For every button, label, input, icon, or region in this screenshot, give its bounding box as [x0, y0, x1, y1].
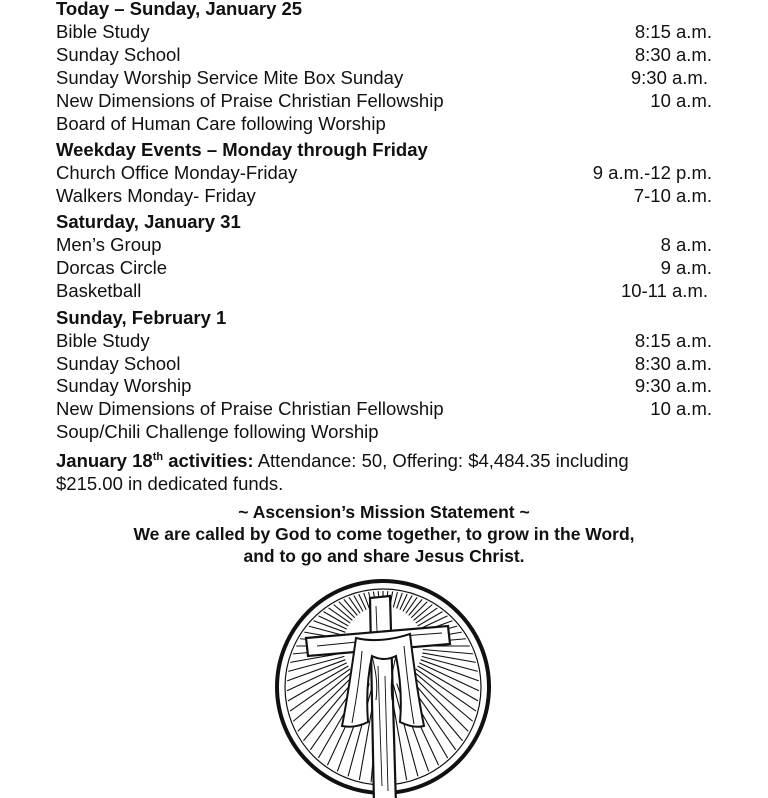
activities-summary: [56, 449, 716, 495]
event-time: 10-11 a.m.: [620, 280, 708, 301]
event-name: Sunday School: [56, 353, 181, 374]
event-name: Walkers Monday- Friday: [56, 185, 256, 206]
heading-text: Sunday, February 1: [56, 307, 227, 328]
event-time: 8 a.m.: [660, 234, 712, 255]
mission-line-1: We are called by God to come together, to grow in the Word,: [133, 524, 635, 544]
activities-lead: [56, 450, 254, 471]
schedule-item: [56, 374, 712, 397]
event-name: Soup/Chili Challenge following Worship: [56, 421, 379, 442]
event-name: Board of Human Care following Worship: [56, 113, 386, 134]
activities-date: January 18: [56, 450, 153, 471]
schedule-item: [56, 20, 712, 43]
event-time: 9:30 a.m.: [630, 67, 708, 88]
event-time: 10 a.m.: [650, 398, 712, 419]
schedule-item: [56, 256, 712, 279]
event-name: New Dimensions of Praise Christian Fellowship: [56, 398, 444, 419]
event-name: Sunday School: [56, 44, 181, 65]
event-time: 8:30 a.m.: [634, 353, 712, 374]
schedule-item: [56, 184, 712, 207]
event-name: Sunday Worship: [56, 375, 192, 396]
section-heading: [56, 210, 712, 233]
event-time: 8:15 a.m.: [634, 330, 712, 351]
event-time: 9 a.m.-12 p.m.: [592, 162, 712, 183]
event-name: Men’s Group: [56, 234, 162, 255]
activities-text-line2: $215.00 in dedicated funds.: [56, 473, 284, 494]
schedule-item: [56, 89, 712, 112]
event-time: 7-10 a.m.: [633, 185, 712, 206]
activities-label: activities:: [163, 450, 254, 471]
schedule-item: [56, 397, 712, 420]
heading-text: Weekday Events – Monday through Friday: [56, 139, 428, 160]
event-name: New Dimensions of Praise Christian Fellowship: [56, 90, 444, 111]
schedule-item: [56, 420, 712, 443]
mission-title: ~ Ascension’s Mission Statement ~: [238, 502, 530, 522]
section-heading: [56, 138, 712, 161]
event-time: 9 a.m.: [660, 257, 712, 278]
section-heading: [56, 0, 712, 20]
event-name: Bible Study: [56, 21, 150, 42]
schedule-item: [56, 66, 712, 89]
schedule-item: [56, 161, 712, 184]
mission-line-2: and to go and share Jesus Christ.: [243, 546, 525, 566]
ordinal-suffix: th: [152, 450, 164, 463]
schedule-item: [56, 112, 712, 135]
event-name: Dorcas Circle: [56, 257, 168, 278]
event-time: 9:30 a.m.: [634, 375, 712, 396]
activities-text-line1: Attendance: 50, Offering: $4,484.35 including: [253, 450, 629, 471]
event-time: 10 a.m.: [650, 90, 712, 111]
schedule-item: [56, 279, 712, 302]
schedule-item: [56, 43, 712, 66]
schedule-item: [56, 352, 712, 375]
event-time: 8:30 a.m.: [634, 44, 712, 65]
schedule-item: [56, 233, 712, 256]
event-time: 8:15 a.m.: [634, 21, 712, 42]
event-name: Church Office Monday-Friday: [56, 162, 298, 183]
event-name: Bible Study: [56, 330, 150, 351]
event-name: Sunday Worship Service Mite Box Sunday: [56, 67, 404, 88]
heading-text: Today – Sunday, January 25: [56, 0, 303, 19]
schedule-item: [56, 329, 712, 352]
section-heading: [56, 306, 712, 329]
event-name: Basketball: [56, 280, 142, 301]
cross-seal-illustration: [272, 576, 494, 798]
heading-text: Saturday, January 31: [56, 211, 241, 232]
